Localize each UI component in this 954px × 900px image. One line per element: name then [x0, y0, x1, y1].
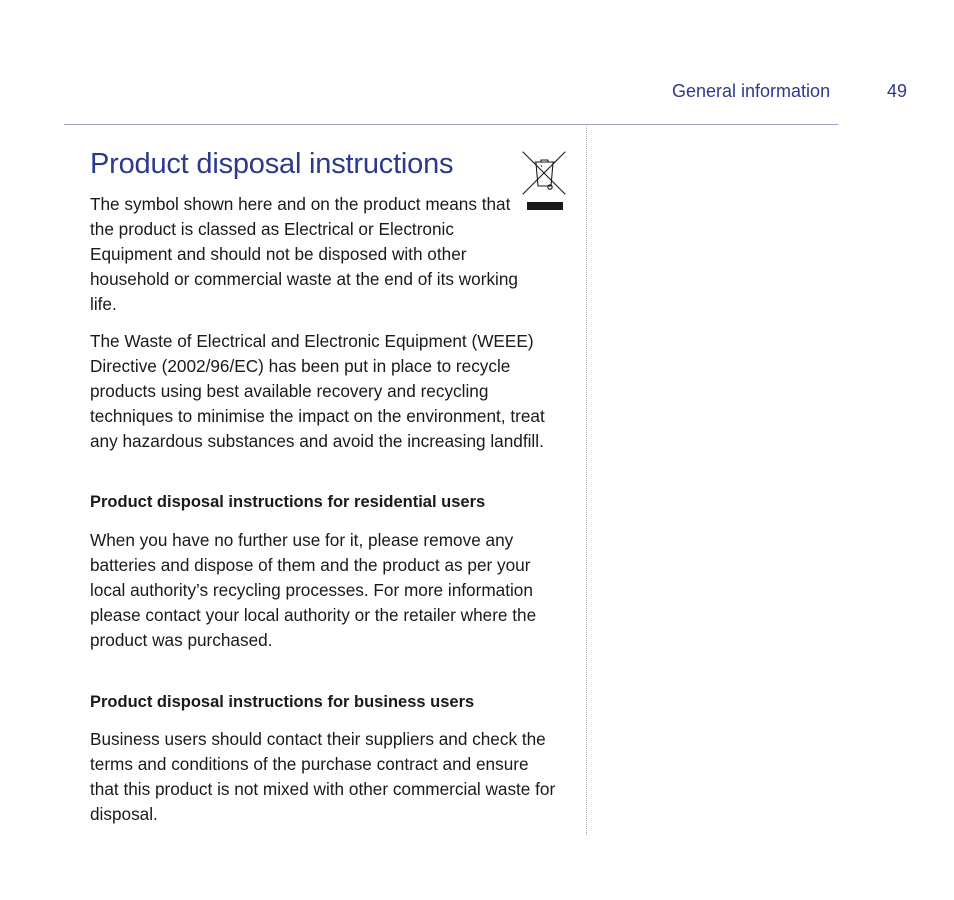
header-section-title: General information — [672, 81, 831, 101]
business-paragraph: Business users should contact their suppliers and check the terms and conditions of the purchase contract and ensure that this product is not mixed with other commercial waste for disposal. — [90, 729, 556, 824]
column-divider — [586, 126, 587, 835]
page-number: 49 — [887, 81, 908, 101]
business-heading: Product disposal instructions for business users — [90, 693, 475, 711]
intro-paragraph: The symbol shown here and on the product means that the product is classed as Electrical or Electronic Equipment and should not be disposed with other household or commercial waste at the end of its working life. — [90, 194, 518, 314]
page-title: Product disposal instructions — [90, 148, 454, 180]
residential-paragraph: When you have no further use for it, please remove any batteries and dispose of them and the product as per your local authority’s recycling processes. For more information please contact your local authority or the retailer where the product was purchased. — [90, 530, 537, 650]
residential-heading: Product disposal instructions for residential users — [90, 493, 486, 511]
main-content — [90, 145, 570, 827]
weee-paragraph: The Waste of Electrical and Electronic Equipment (WEEE) Directive (2002/96/EC) has been put in place to recycle products using best available recovery and recycling techniques to minimise the impact on the environment, treat any hazardous substances and avoid the increasing landfill. — [90, 331, 545, 451]
header-divider — [64, 124, 838, 125]
